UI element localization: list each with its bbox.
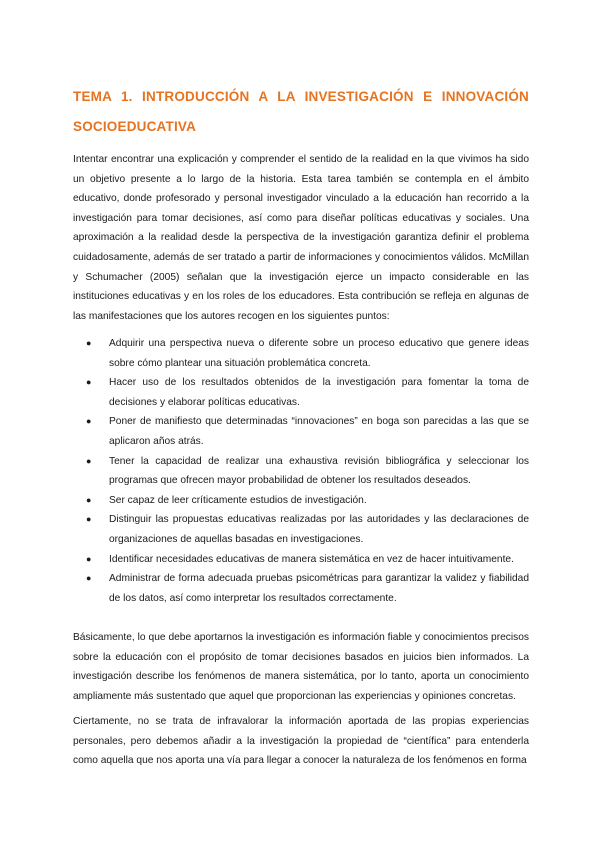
list-item [73,412,529,451]
list-item-text: Poner de manifiesto que determinadas “innovaciones” en boga son parecidas a las que se aplicaron años atrás. [109,416,529,447]
list-item-text: Hacer uso de los resultados obtenidos de la investigación para fomentar la toma de decisiones y elaborar políticas educativas. [109,377,529,408]
list-item [73,569,529,608]
bullet-icon: ● [86,416,92,427]
list-item [73,550,529,570]
list-item [73,373,529,412]
bullet-icon: ● [86,573,92,584]
list-item-text: Tener la capacidad de realizar una exhaustiva revisión bibliográfica y seleccionar los programas que ofrecen mayor probabilidad de obtener los resultados deseados. [109,455,529,487]
list-item [73,452,529,491]
list-item [73,334,529,373]
list-item-text: Administrar de forma adecuada pruebas psicométricas para garantizar la validez y fiabilidad de los datos, así como interpretar los resultados correctamente. [109,573,529,604]
list-item [73,491,529,511]
bullet-icon: ● [86,553,92,564]
list-item-text: Identificar necesidades educativas de manera sistemática en vez de hacer intuitivamente. [109,553,514,565]
paragraph-basicamente: Básicamente, lo que debe aportarnos la investigación es información fiable y conocimientos precisos sobre la educación con el propósito de tomar decisiones basados en juicios bien informados. La investigación describe los fenómenos de manera sistemática, por lo tanto, aporta un conocimiento ampliamente más sustentado que aquel que proporcionan las experiencias y opiniones concretas. [73,632,529,702]
bullet-list [73,334,529,608]
bullet-icon: ● [86,494,92,505]
bullet-icon: ● [86,377,92,388]
paragraph-ciertamente: Ciertamente, no se trata de infravalorar la información aportada de las propias experiencias personales, pero debemos añadir a la investigación la propiedad de “científica” para entenderla como aquella que nos aporta una vía para llegar a conocer la naturaleza de los fenómenos en forma [73,716,529,767]
list-item [73,510,529,549]
list-item-text: Ser capaz de leer críticamente estudios de investigación. [109,494,367,506]
paragraph-intro: Intentar encontrar una explicación y comprender el sentido de la realidad en la que vivimos ha sido un objetivo presente a lo largo de la historia. Esta tarea también se contempla en el ámbito educativo, donde profesorado y personal investigador vinculado a la educación han recorrido a la investigación para tomar decisiones, así como para diseñar políticas educativas y sociales. Una aproximación a la realidad desde la perspectiva de la investigación garantiza definir el problema cuidadosamente, además de ser tratado a partir de informaciones y conocimientos válidos. McMillan y Schumacher (2005) señalan que la investigación ejerce un impacto considerable en las instituciones educativas y en los roles de los educadores. Esta contribución se refleja en algunas de las manifestaciones que los autores recogen en los siguientes puntos: [73,154,529,322]
list-item-text: Distinguir las propuestas educativas realizadas por las autoridades y las declaraciones de organizaciones de aquellas basadas en investigaciones. [109,514,529,545]
bullet-icon: ● [86,338,92,348]
list-item-text: Adquirir una perspectiva nueva o diferente sobre un proceso educativo que genere ideas sobre cómo plantear una situación problemática concreta. [109,338,529,369]
document-title: TEMA 1. INTRODUCCIÓN A LA INVESTIGACIÓN E INNOVACIÓN SOCIOEDUCATIVA [73,89,529,134]
bullet-icon: ● [86,514,92,525]
bullet-icon: ● [86,455,92,466]
